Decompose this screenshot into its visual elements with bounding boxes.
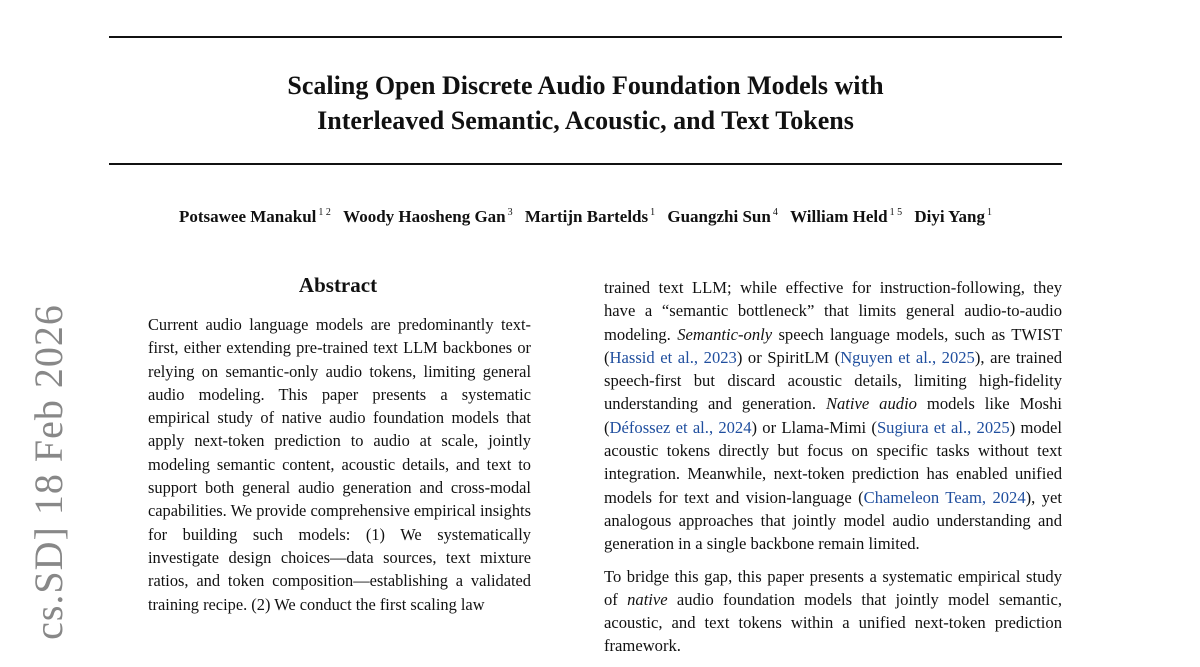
intro-column <box>604 276 1062 658</box>
author-name: Guangzhi Sun <box>667 207 771 226</box>
text-run: ) model acoustic tokens directly but focus on specific tasks without text integration. Meanwhile, next-token prediction has enabled unified models for text and vision-language ( <box>604 417 1062 507</box>
author-list <box>109 207 1062 227</box>
emphasis: native <box>627 589 668 609</box>
author-name: Martijn Bartelds <box>524 207 649 226</box>
emphasis: Semantic-only <box>677 324 773 344</box>
text-run: models like Moshi ( <box>604 394 1062 437</box>
author-name: Woody Haosheng Gan <box>343 207 506 226</box>
text-run: ), yet analogous approaches that jointly model audio understanding and generation in a single backbone remain limited. <box>604 487 1062 554</box>
text-run: ) or Llama-Mimi ( <box>751 417 877 437</box>
author <box>667 207 777 226</box>
author-affiliation: 1 <box>987 207 993 219</box>
author-name: Potsawee Manakul <box>178 207 317 226</box>
author <box>179 207 331 226</box>
author <box>790 207 902 226</box>
author-affiliation: 3 <box>507 207 513 219</box>
author <box>525 207 655 226</box>
intro-paragraph-2 <box>604 565 1062 658</box>
author <box>914 207 992 226</box>
paper-title <box>109 68 1062 138</box>
abstract-heading: Abstract <box>298 273 378 297</box>
intro-paragraph-1 <box>604 276 1062 556</box>
text-run: ) or SpiritLM ( <box>736 347 841 367</box>
citation-link[interactable]: Hassid et al., 2023 <box>609 347 737 367</box>
text-run: ), are trained speech-first but discard acoustic details, limiting high-fidelity understanding and generation. <box>604 347 1062 414</box>
abstract-text: Current audio language models are predominantly text-first, either extending pre-trained text LLM backbones or relying on semantic-only audio tokens, limiting general audio modeling. This paper presents a systematic empirical study of native audio foundation models that apply next-token prediction to audio at scale, jointly modeling semantic content, acoustic details, and text to support both general audio generation and cross-modal capabilities. We provide comprehensive empirical insights for building such models: (1) We systematically investigate design choices—data sources, text mixture ratios, and token composition—establishing a validated training recipe. (2) We conduct the first scaling law <box>148 315 531 614</box>
citation-link[interactable]: Sugiura et al., 2025 <box>876 417 1010 437</box>
text-run: speech language models, such as TWIST ( <box>604 324 1062 367</box>
citation-link[interactable]: Chameleon Team, 2024 <box>863 487 1026 507</box>
title-line-2: Interleaved Semantic, Acoustic, and Text Tokens <box>317 106 854 135</box>
title-bottom-rule <box>109 163 1062 165</box>
author-name: Diyi Yang <box>914 207 986 226</box>
author-affiliation: 4 <box>772 207 778 219</box>
citation-link[interactable]: Nguyen et al., 2025 <box>840 347 975 367</box>
title-top-rule <box>109 36 1062 38</box>
text-run: To bridge this gap, this paper presents a systematic empirical study of <box>604 566 1062 609</box>
author-affiliation: 1 <box>650 207 656 219</box>
emphasis: Native audio <box>825 394 917 414</box>
citation-link[interactable]: Défossez et al., 2024 <box>609 417 752 437</box>
author-name: William Held <box>790 207 888 226</box>
text-run: audio foundation models that jointly model semantic, acoustic, and text tokens within a unified next-token prediction framework. <box>604 589 1062 656</box>
author <box>343 207 513 226</box>
arxiv-side-identifier: cs.SD] 18 Feb 2026 <box>26 304 71 640</box>
text-run: trained text LLM; while effective for instruction-following, they have a “semantic bottleneck” that limits general audio-to-audio modeling. <box>604 278 1062 344</box>
author-affiliation: 1 2 <box>318 207 331 219</box>
title-line-1: Scaling Open Discrete Audio Foundation Models with <box>287 71 884 100</box>
author-affiliation: 1 5 <box>889 207 903 219</box>
